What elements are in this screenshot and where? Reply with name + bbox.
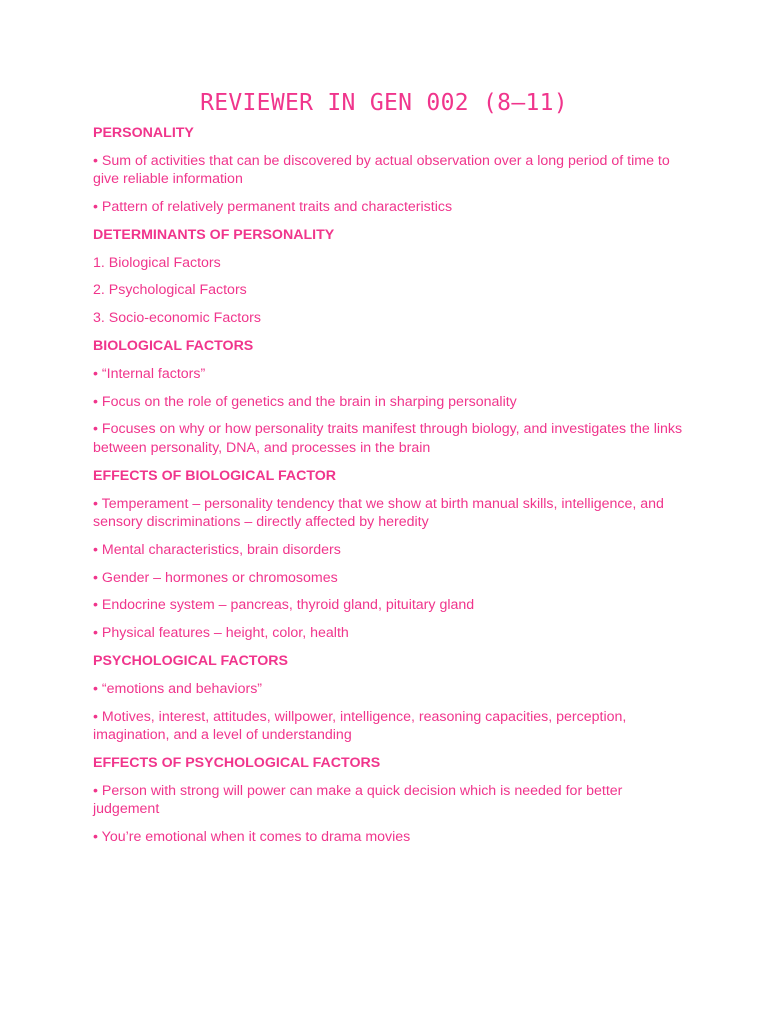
bullet-text: Focus on the role of genetics and the brain in sharping personality [101, 393, 517, 410]
bullet-text: Endocrine system – pancreas, thyroid gland, pituitary gland [101, 597, 475, 614]
numbered-item: 2. Psychological Factors [93, 282, 247, 299]
bullet-item [93, 828, 683, 847]
bullet-text: Mental characteristics, brain disorders [101, 541, 341, 558]
bullet-item [93, 782, 683, 819]
bullet-icon: • [93, 829, 98, 846]
bullet-icon: • [93, 393, 98, 410]
bullet-icon: • [93, 597, 98, 614]
bullet-icon: • [93, 708, 98, 725]
bullet-icon: • [93, 421, 98, 438]
bullet-icon: • [93, 495, 98, 512]
bullet-text: Focuses on why or how personality traits manifest through biology, and investigates the links between personality, DNA, and processes in the brain [93, 421, 683, 456]
bullet-text: Physical features – height, color, health [101, 625, 349, 642]
numbered-item: 1. Biological Factors [93, 254, 221, 271]
bullet-text: Gender – hormones or chromosomes [101, 569, 338, 586]
bullet-icon: • [93, 152, 98, 169]
bullet-text: Temperament – personality tendency that we show at birth manual skills, intelligence, and sensory discriminations – directly affected by heredity [93, 495, 664, 531]
bullet-text: “emotions and behaviors” [101, 680, 263, 697]
bullet-icon: • [93, 782, 98, 799]
section-heading-effects-biological: EFFECTS OF BIOLOGICAL FACTOR [93, 467, 337, 484]
section-heading-biological-factors: BIOLOGICAL FACTORS [93, 338, 254, 355]
bullet-item [93, 152, 683, 189]
bullet-item [93, 569, 683, 588]
bullet-item [93, 541, 683, 560]
document-body [93, 124, 683, 856]
bullet-icon: • [93, 199, 98, 216]
bullet-item [93, 708, 683, 745]
section-heading-personality: PERSONALITY [93, 125, 194, 141]
bullet-text: You’re emotional when it comes to drama movies [101, 829, 411, 846]
bullet-item [93, 420, 683, 457]
section-heading-psychological-factors: PSYCHOLOGICAL FACTORS [93, 653, 288, 670]
bullet-item [93, 198, 683, 217]
bullet-icon: • [93, 569, 98, 586]
bullet-text: Pattern of relatively permanent traits and characteristics [101, 199, 453, 216]
bullet-item [93, 365, 683, 384]
bullet-item [93, 393, 683, 412]
document-title: REVIEWER IN GEN 002 (8–11) [200, 90, 568, 116]
bullet-icon: • [93, 541, 98, 558]
bullet-text: Person with strong will power can make a quick decision which is needed for better judgement [93, 782, 623, 818]
bullet-text: Sum of activities that can be discovered by actual observation over a long period of time to give reliable information [93, 152, 670, 188]
bullet-text: “Internal factors” [101, 365, 206, 382]
section-heading-effects-psychological: EFFECTS OF PSYCHOLOGICAL FACTORS [93, 754, 381, 771]
bullet-text: Motives, interest, attitudes, willpower, intelligence, reasoning capacities, perception, imagination, and a level of understanding [93, 708, 627, 744]
bullet-icon: • [93, 365, 98, 382]
bullet-item [93, 680, 683, 699]
bullet-item [93, 624, 683, 643]
bullet-item [93, 495, 683, 532]
bullet-item [93, 596, 683, 615]
numbered-item: 3. Socio-economic Factors [93, 310, 261, 327]
bullet-icon: • [93, 625, 98, 642]
bullet-icon: • [93, 680, 98, 697]
section-heading-determinants: DETERMINANTS OF PERSONALITY [93, 226, 335, 243]
